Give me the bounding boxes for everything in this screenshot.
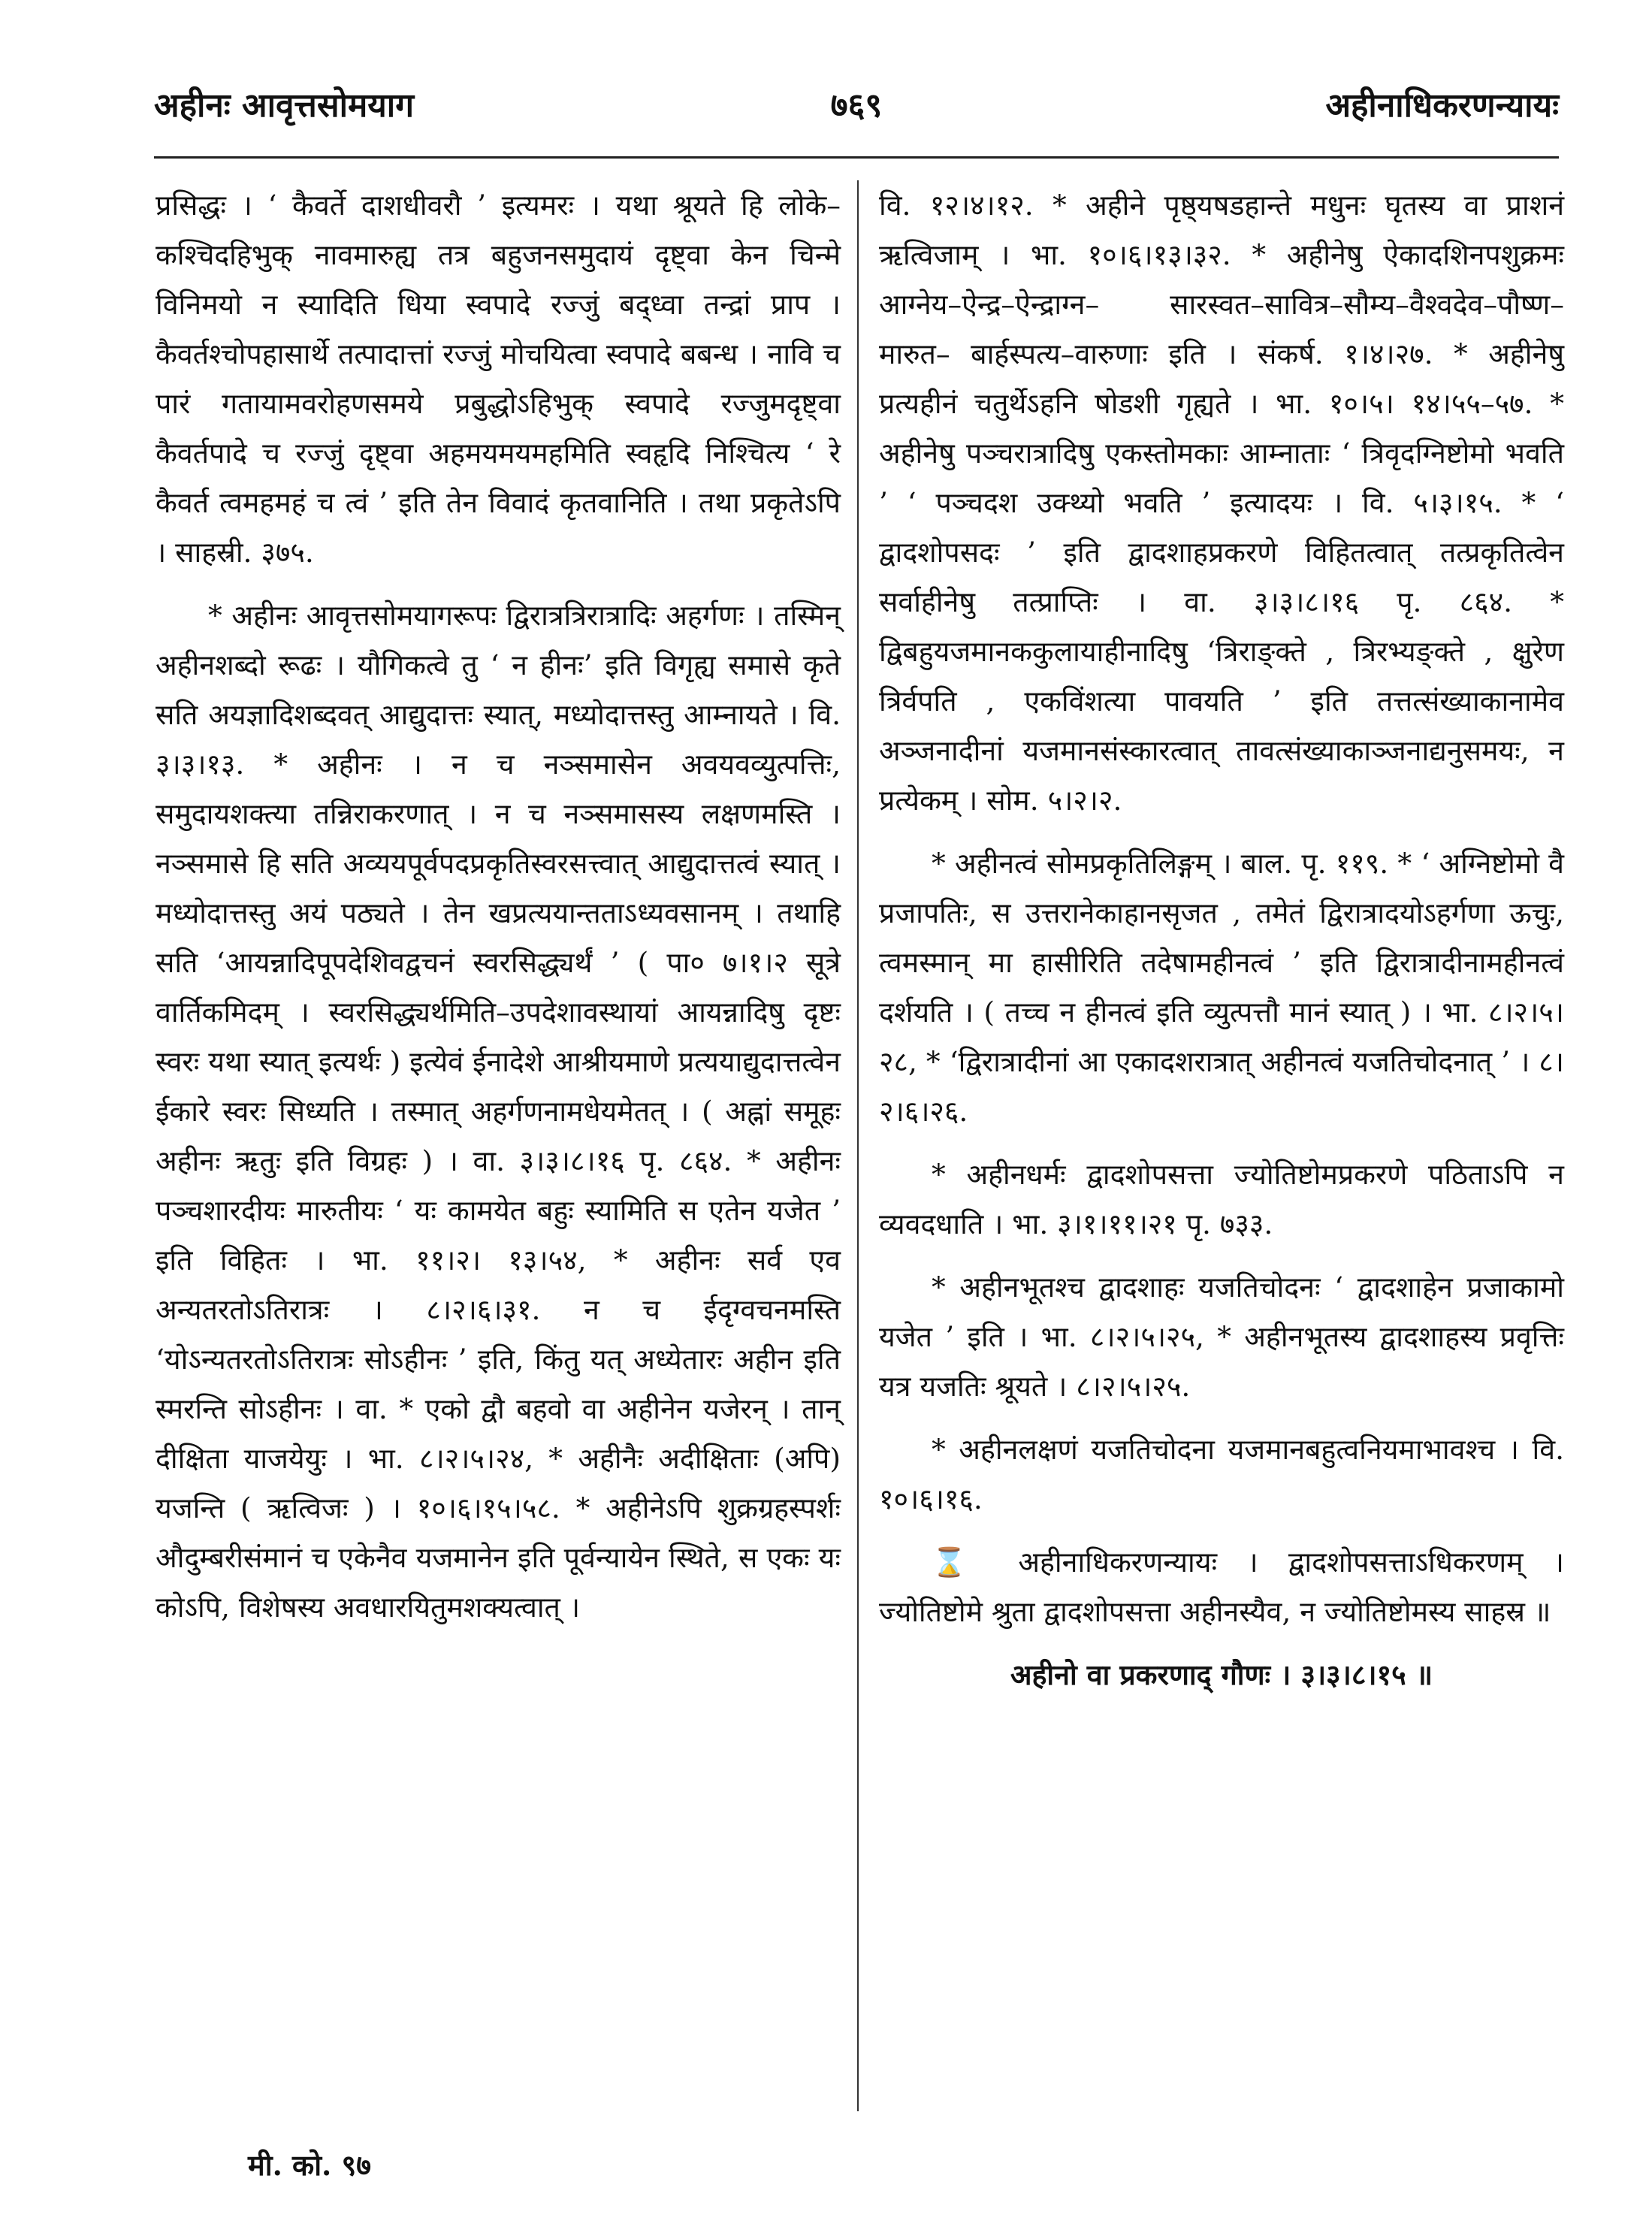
left-paragraph-1: प्रसिद्धः । ‘ कैवर्ते दाशधीवरौ ’ इत्यमरः । यथा श्रूयते हि लोके– कश्चिदहिभुक् नावमारुह्य तत्र बहुजनसमुदायं दृष्ट्वा केन चिन्मे विनिमयो न स्यादिति धिया स्वपादे रज्जुं बद्ध्वा तन्द्रां प्राप । कैवर्तश्चोपहासार्थे तत्पादात्तां रज्जुं मोचयित्वा स्वपादे बबन्ध । नावि च पारं गतायामवरोहणसमये प्रबुद्धोऽहिभुक् स्वपादे रज्जुमदृष्ट्वा कैवर्तपादे च रज्जुं दृष्ट्वा अहमयमयमहमिति स्वहृदि निश्चित्य ‘ रे कैवर्त त्वमहमहं च त्वं ’ इति तेन विवादं कृतवानिति । तथा प्रकृतेऽपि । साहस्री. ३७५. <box>156 189 841 569</box>
header-rule <box>154 156 1559 159</box>
left-column <box>156 180 841 1632</box>
right-paragraph-6: ⌛ अहीनाधिकरणन्यायः । द्वादशोपसत्ताऽधिकरणम् । ज्योतिष्टोमे श्रुता द्वादशोपसत्ता अहीनस्यैव, न ज्योतिष्टोमस्य साहस्र ॥ <box>879 1546 1564 1628</box>
right-paragraph-5: * अहीनलक्षणं यजतिचोदना यजमानबहुत्वनियमाभावश्च । वि. १०।६।१६. <box>879 1433 1564 1515</box>
right-paragraph-4: * अहीनभूतश्च द्वादशाहः यजतिचोदनः ‘ द्वादशाहेन प्रजाकामो यजेत ’ इति । भा. ८।२।५।२५, * अहीनभूतस्य द्वादशाहस्य प्रवृत्तिः यत्र यजतिः श्रूयते । ८।२।५।२५. <box>879 1271 1564 1403</box>
sutra-line: अहीनो वा प्रकरणाद् गौणः । ३।३।८।१५ ॥ <box>1010 1658 1433 1691</box>
running-header <box>154 81 1559 141</box>
right-paragraph-1: वि. १२।४।१२. * अहीने पृष्ठ्यषडहान्ते मधुनः घृतस्य वा प्राशनं ऋत्विजाम् । भा. १०।६।१३।३२. * अहीनेषु ऐकादशिनपशुक्रमः आग्नेय–ऐन्द्र–ऐन्द्राग्न– सारस्वत–सावित्र–सौम्य–वैश्वदेव–पौष्ण– मारुत– बार्हस्पत्य–वारुणाः इति । संकर्ष. १।४।२७. * अहीनेषु प्रत्यहीनं चतुर्थेऽहनि षोडशी गृह्यते । भा. १०।५। १४।५५–५७. * अहीनेषु पञ्चरात्रादिषु एकस्तोमकाः आम्नाताः ‘ त्रिवृदग्निष्टोमो भवति ’ ‘ पञ्चदश उक्थ्यो भवति ’ इत्यादयः । वि. ५।३।१५. * ‘ द्वादशोपसदः ’ इति द्वादशाहप्रकरणे विहितत्वात् तत्प्रकृतित्वेन सर्वाहीनेषु तत्प्राप्तिः । वा. ३।३।८।१६ पृ. ८६४. * द्विबहुयजमानककुलायाहीनादिषु ‘त्रिराङ्क्ते , त्रिरभ्यङ्क्ते , क्षुरेण त्रिर्वपति , एकविंशत्या पावयति ’ इति तत्तत्संख्याकानामेव अञ्जनादीनां यजमानसंस्कारत्वात् तावत्संख्याकाञ्जनाद्यनुसमयः, न प्रत्येकम् । सोम. ५।२।२. <box>879 189 1565 817</box>
right-paragraph-2: * अहीनत्वं सोमप्रकृतिलिङ्गम् । बाल. पृ. ११९. * ‘ अग्निष्टोमो वै प्रजापतिः, स उत्तरानेकाहानसृजत , तमेतं द्विरात्रादयोऽहर्गणा ऊचुः, त्वमस्मान् मा हासीरिति तदेषामहीनत्वं ’ इति द्विरात्रादीनामहीनत्वं दर्शयति । ( तच्च न हीनत्वं इति व्युत्पत्तौ मानं स्यात् ) । भा. ८।२।५।२८, * ‘द्विरात्रादीनां आ एकादशरात्रात् अहीनत्वं यजतिचोदनात् ’ । ८।२।६।२६. <box>879 847 1564 1128</box>
footer-signature: मी. को. ९७ <box>248 2148 372 2182</box>
header-left-title: अहीनः आवृत्तसोमयाग <box>154 86 414 125</box>
page-number: ७६९ <box>830 86 883 125</box>
left-paragraph-2: * अहीनः आवृत्तसोमयागरूपः द्विरात्रत्रिरात्रादिः अहर्गणः । तस्मिन् अहीनशब्दो रूढः । यौगिकत्वे तु ‘ न हीनः’ इति विगृह्य समासे कृते सति अयज्ञादिशब्दवत् आद्युदात्तः स्यात्, मध्योदात्तस्तु आम्नायते । वि. ३।३।१३. * अहीनः । न च नञ्समासेन अवयवव्युत्पत्तिः, समुदायशक्त्या तन्निराकरणात् । न च नञ्समासस्य लक्षणमस्ति । नञ्समासे हि सति अव्ययपूर्वपदप्रकृतिस्वरसत्त्वात् आद्युदात्तत्वं स्यात् । मध्योदात्तस्तु अयं पठ्यते । तेन खप्रत्ययान्तताऽध्यवसानम् । तथाहि सति ‘आयन्नादिपूपदेशिवद्वचनं स्वरसिद्ध्यर्थं ’ ( पा० ७।१।२ सूत्रे वार्तिकमिदम् । स्वरसिद्ध्यर्थमिति–उपदेशावस्थायां आयन्नादिषु दृष्टः स्वरः यथा स्यात् इत्यर्थः ) इत्येवं ईनादेशे आश्रीयमाणे प्रत्ययाद्युदात्तत्वेन ईकारे स्वरः सिध्यति । तस्मात् अहर्गणनामधेयमेतत् । ( अह्नां समूहः अहीनः ऋतुः इति विग्रहः ) । वा. ३।३।८।१६ पृ. ८६४. * अहीनः पञ्चशारदीयः मारुतीयः ‘ यः कामयेत बहुः स्यामिति स एतेन यजेत ’ इति विहितः । भा. ११।२। १३।५४, * अहीनः सर्व एव अन्यतरतोऽतिरात्रः । ८।२।६।३१. न च ईदृग्वचनमस्ति ‘योऽन्यतरतोऽतिरात्रः सोऽहीनः ’ इति, किंतु यत् अध्येतारः अहीन इति स्मरन्ति सोऽहीनः । वा. * एको द्वौ बहवो वा अहीनेन यजेरन् । तान् दीक्षिता याजयेयुः । भा. ८।२।५।२४, * अहीनैः अदीक्षिताः (अपि) यजन्ति ( ऋत्विजः ) । १०।६।१५।५८. * अहीनेऽपि शुक्रग्रहस्पर्शः औदुम्बरीसंमानं च एकेनैव यजमानेन इति पूर्वन्यायेन स्थिते, स एकः यः कोऽपि, विशेषस्य अवधारयितुमशक्यत्वात् । <box>156 599 841 1624</box>
column-divider <box>857 180 859 2111</box>
header-right-title: अहीनाधिकरणन्यायः <box>1325 86 1559 125</box>
right-column <box>879 180 1564 1700</box>
right-paragraph-3: * अहीनधर्मः द्वादशोपसत्ता ज्योतिष्टोमप्रकरणे पठिताऽपि न व्यवदधाति । भा. ३।१।११।२१ पृ. ७३३. <box>879 1158 1564 1240</box>
